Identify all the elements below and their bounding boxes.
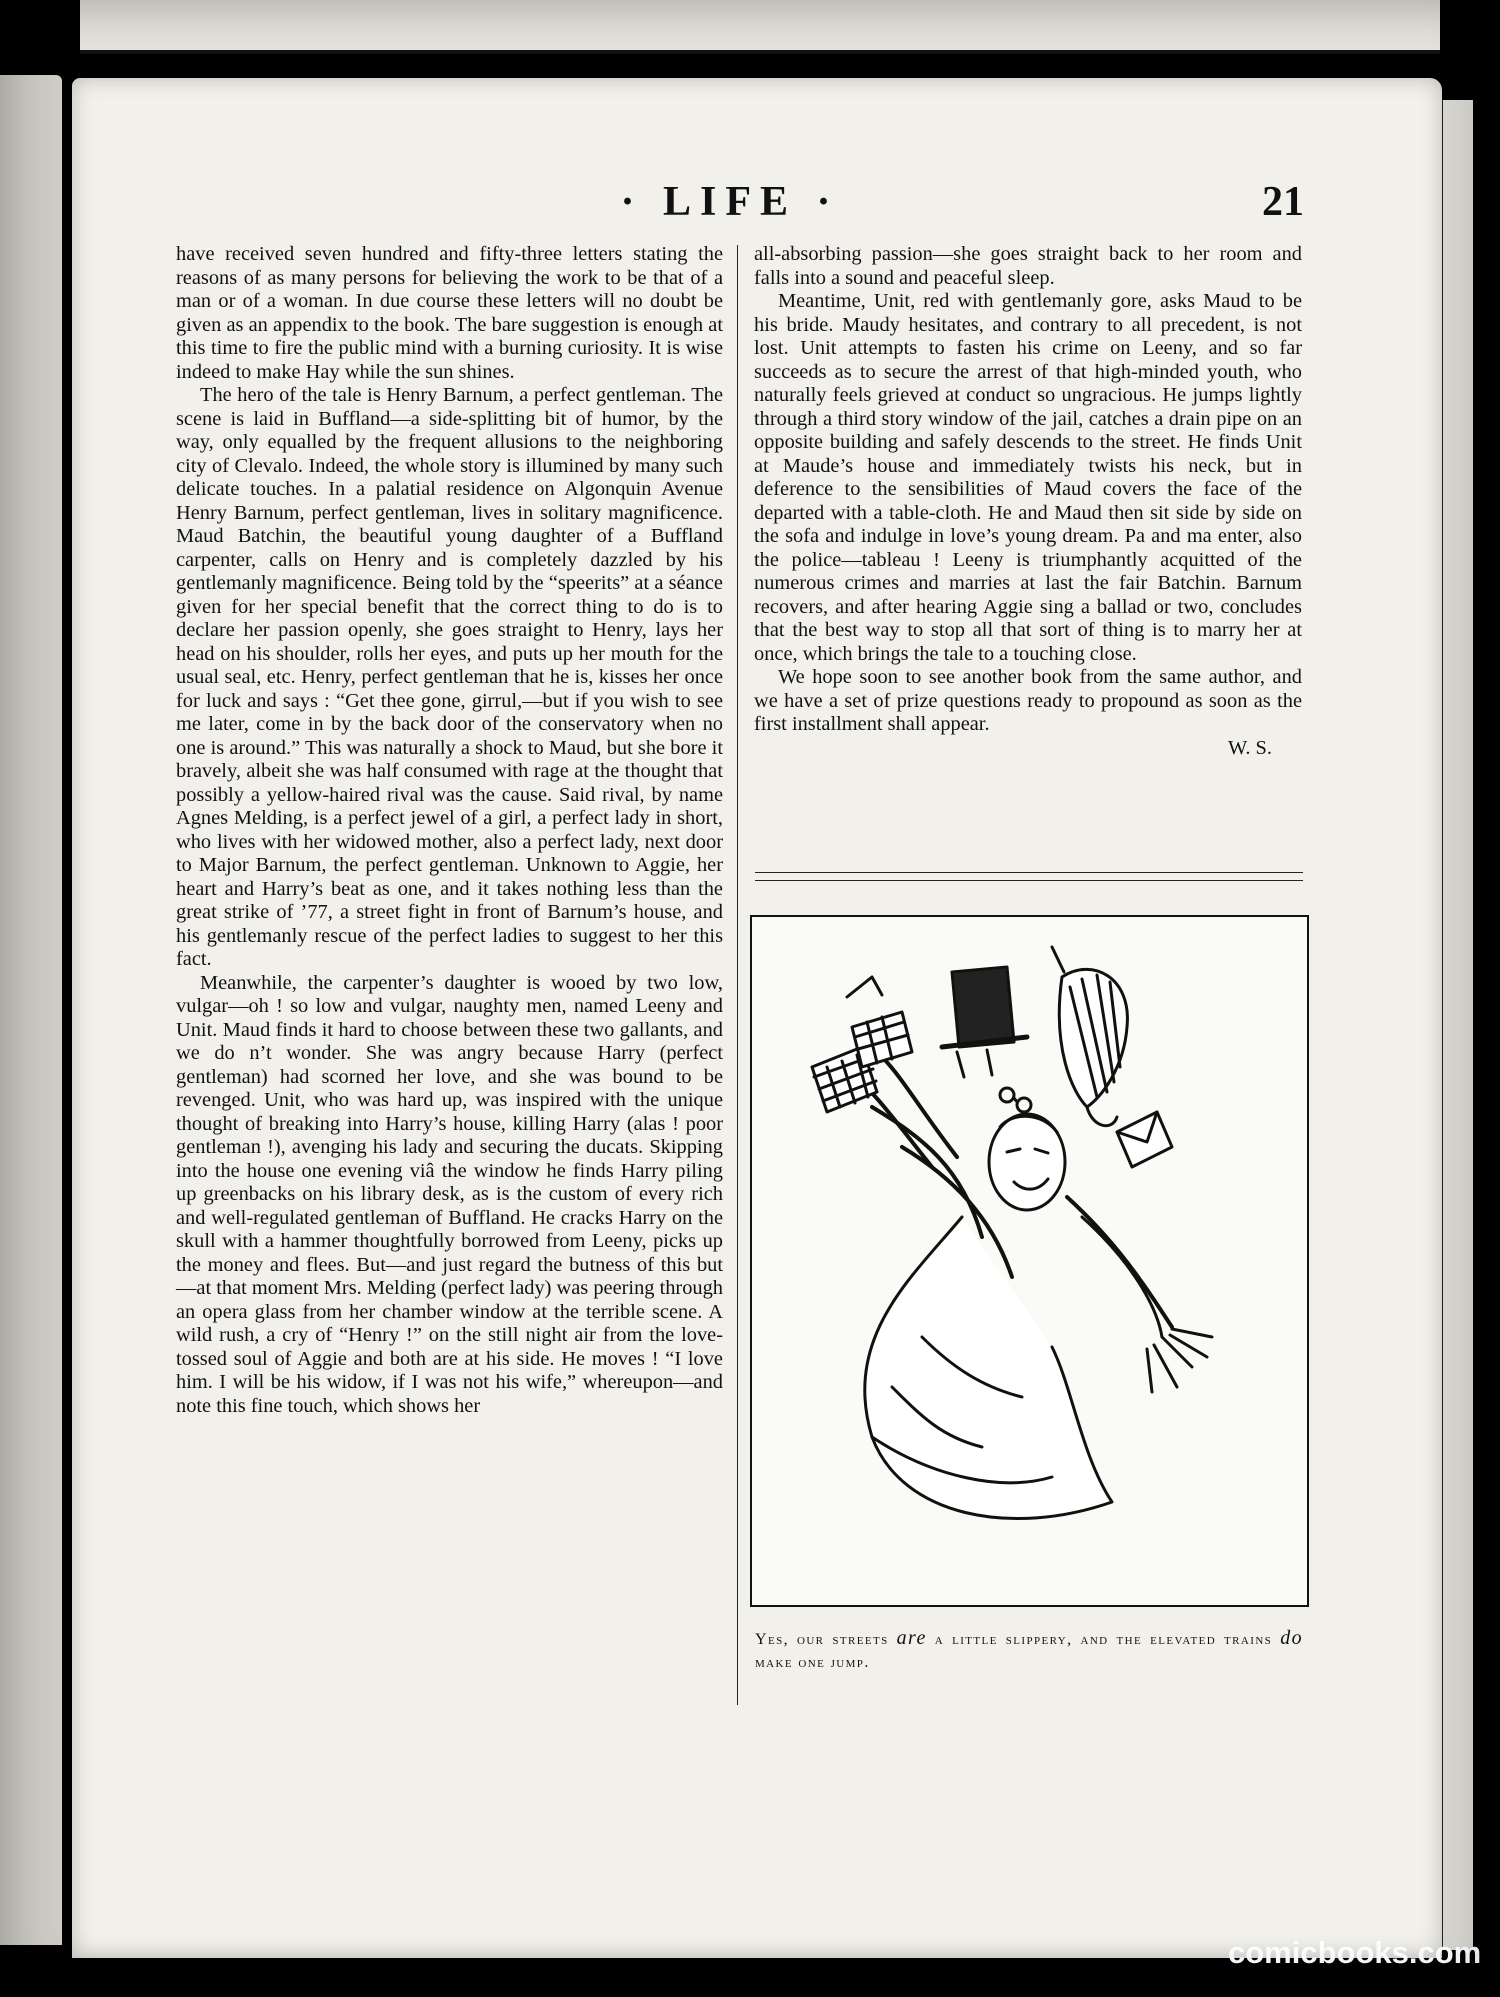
cartoon-illustration — [750, 915, 1309, 1607]
article-column-left — [176, 243, 723, 1418]
page-number: 21 — [1262, 179, 1304, 225]
article-paragraph: have received seven hundred and fifty-three letters stating the reasons of as many persons for believing the work to be that of a man or of a woman. In due course these letters will no doubt be given as an appendix to the book. The bare suggestion is enough at this time to fire the public mind with a burning curiosity. It is wise indeed to make Hay while the sun shines. — [176, 243, 723, 383]
section-rule — [755, 872, 1303, 873]
page-stack-edge — [1440, 100, 1473, 1950]
column-divider — [737, 245, 738, 1705]
article-column-right — [754, 243, 1302, 760]
caption-text: make one jump. — [755, 1654, 870, 1671]
article-paragraph: The hero of the tale is Henry Barnum, a perfect gentleman. The scene is laid in Buffland—a side-splitting bit of humor, by the way, only equalled by the frequent allusions to the neighboring city of Clevalo. Indeed, the whole story is illumined by many such delicate touches. In a palatial residence on Algonquin Avenue Henry Barnum, perfect gentleman, lives in solitary magnificence. Maud Batchin, the beautiful young daughter of a Buffland carpenter, calls on Henry and is completely dazzled by his gentlemanly magnificence. Being told by the “speerits” at a séance given for her special benefit that the correct thing to do is to declare her passion openly, she goes straight to Henry, lays her head on his shoulder, rolls her eyes, and puts up her mouth for the usual seal, etc. Henry, perfect gentleman that he is, kisses her once for luck and says : “Get thee gone, girrul,—but if you wish to see me later, come in by the back door of the conservatory when no one is around.” This was naturally a shock to Maud, but she bore it bravely, albeit she was half consumed with rage at the thought that possibly a yellow-haired rival was the cause. Said rival, by name Agnes Melding, is a perfect jewel of a girl, a perfect lady in short, who lives with her widowed mother, also a perfect lady, next door to Major Barnum, the perfect gentleman. Unknown to Aggie, her heart and Harry’s beat as one, and it takes nothing less than the great strike of ’77, a street fight in front of Barnum’s house, and his gentlemanly rescue of the perfect ladies to suggest to her this fact. — [176, 384, 723, 970]
article-paragraph: Meanwhile, the carpenter’s daughter is wooed by two low, vulgar—oh ! so low and vulgar, naughty men, named Leeny and Unit. Maud finds it hard to choose between these two gallants, and we do n’t wonder. She was angry because Harry (perfect gentleman) had scorned her love, and she was bound to be revenged. Unit, who was hard up, was inspired with the unique thought of breaking into Harry’s house, killing Harry (alas ! poor gentleman !), avenging his lady and securing the ducats. Skipping into the house one evening viâ the window he finds Harry piling up greenbacks on his library desk, as is the custom of every rich and well-regulated gentleman of Buffland. He cracks Harry on the skull with a hammer thoughtfully borrowed from Leeny, picks up the money and flees. But—and just regard the butness of this but—at that moment Mrs. Melding (perfect lady) was peering through an opera glass from her chamber window at the terrible scene. A wild rush, a cry of “Henry !” on the still night air from the love-tossed soul of Aggie and both are at his side. He moves ! “I love him. I will be his widow, if I was not his wife,” whereupon—and note this fine touch, which shows her — [176, 971, 724, 1417]
article-paragraph: all-absorbing passion—she goes straight back to her room and falls into a sound and peaceful sleep. — [754, 243, 1302, 289]
section-rule — [755, 880, 1303, 881]
adjacent-page-top-edge — [80, 0, 1440, 54]
author-signature: W. S. — [1227, 736, 1272, 759]
previous-page-edge — [0, 75, 62, 1945]
caption-emphasis: are — [896, 1627, 927, 1649]
article-paragraph: We hope soon to see another book from the same author, and we have a set of prize questions ready to propound as soon as the first installment shall appear. — [754, 666, 1302, 735]
illustration-caption — [755, 1627, 1303, 1674]
caption-text: a little slippery, and the elevated trains — [934, 1631, 1273, 1648]
masthead-title: · LIFE · — [620, 179, 840, 225]
caption-emphasis: do — [1280, 1627, 1303, 1649]
caption-text: Yes, our streets — [755, 1631, 889, 1648]
article-paragraph: Meantime, Unit, red with gentlemanly gore, asks Maud to be his bride. Maudy hesitates, and contrary to all precedent, is not lost. Unit attempts to fasten his crime on Leeny, and so far succeeds as to secure the arrest of that high-minded youth, who naturally feels grieved at conduct so ungracious. He jumps lightly through a third story window of the jail, catches a drain pipe on an opposite building and safely descends to the street. He finds Unit at Maude’s house and immediately twists his neck, but in deference to the sensibilities of Maud covers the face of the departed with a table-cloth. He and Maud then sit side by side on the sofa and indulge in love’s young dream. Pa and ma enter, also the police—tableau ! Leeny is triumphantly acquitted of the numerous crimes and marries at last the fair Batchin. Barnum recovers, and after hearing Aggie sing a ballad or two, concludes that the best way to stop all that sort of thing is to marry her at once, which brings the tale to a touching close. — [754, 290, 1302, 665]
site-watermark: comicbooks.com — [1228, 1935, 1482, 1970]
falling-gentleman-drawing — [752, 917, 1307, 1605]
